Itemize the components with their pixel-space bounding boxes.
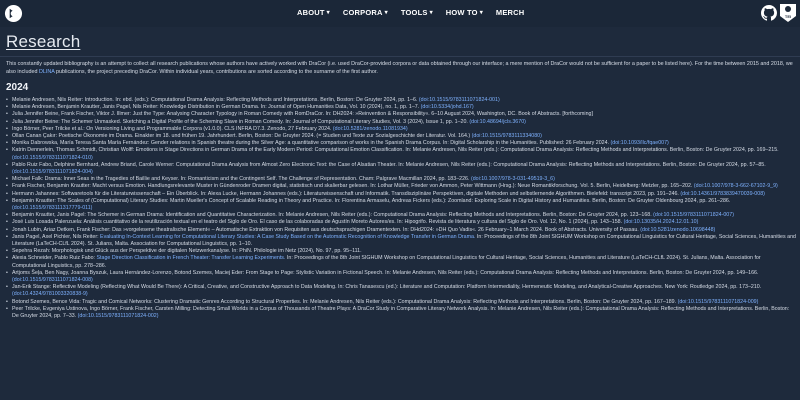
publication-item xyxy=(6,306,796,320)
dracor-logo-icon[interactable] xyxy=(4,4,23,23)
doi-link[interactable]: Stage Direction Classification in French Theater: Transfer Learning Experiments. xyxy=(96,255,286,262)
publication-list xyxy=(6,97,796,320)
doi-link[interactable]: Evaluating In-Context Learning for Computational Literary Studies: A Case Study Based on the Automatic Recognition of Knowledge Transfer in German Drama. xyxy=(100,233,476,240)
doi-link[interactable]: (doi:10.1515/9783111071824-002) xyxy=(77,313,159,320)
publication-text: Jonah Lubin, Ariaz Detken, Frank Fischer: Das »vorgelesene theatralische Element« – Automatische Extraktion von Requisiten aus deutschsprachigen Dramentexten. In: DHd2024: »DH Quo Vadis«. 26 February–1 March 2024. Book of Abstracts. University of Passau. xyxy=(12,226,641,233)
nav-how-to-label: HOW TO xyxy=(445,8,478,17)
publication-text: Hermann Jahannes: Softwaretools für die Literaturwissenschaft – Ein Überblick. In: Alexa Lucke, Hermann Johannes (eds.): Literaturwissenschaft und Informatik. Transdisziplinäre Perspektiven, digitale Methoden und selbstlernende Algorithmen. Bielefeld: transcript 2023, pp. 191–246. xyxy=(12,190,681,197)
doi-link[interactable]: (doi:10.5334/johd.167) xyxy=(420,104,474,111)
publication-text: Benjamin Krautter: The Scales of (Computational) Literary Studies: Martin Mueller's Concept of Scalable Reading in Theory and Practice. In: Florentina Armaselu, Andreas Fickers (eds.): Zoomland: Exploring Scale in Digital History and Humanities. Berlin, Boston: De Gruyter Oldenbourg 2024, pp. 261–286. xyxy=(12,197,731,204)
publication-text: José Luis Losada Palenzuela: Análisis cuantitativo de la reutilización textual en el teatro del Siglo de Oro. El caso de las colaboradas de Agustín Moreto Autores/es. In: Hipogrifo. Revista de literatura y cultura del Siglo de Oro. Vol. 12, No. 1 (2024), pp. 143–158. xyxy=(12,219,624,226)
github-icon[interactable] xyxy=(761,5,777,21)
nav-about-label: ABOUT xyxy=(297,8,325,17)
publication-text: Peer Trilcke, Evgeniya Ustinova, Ingo Börner, Frank Fischer, Carsten Milling: Detecting Small Worlds in a Corpus of Thousands of Theatre Plays: A DraCor Study in Comparative Literary Network Analysis. In: Melanie Andresen, Nils Reiter (eds.): Computational Drama Analysis: Reflecting Methods and Interpretations. Berlin, Boston: De Gruyter 2024, pp. 7–33. xyxy=(12,305,790,320)
doi-link[interactable]: (doi:10.5281/zenodo.10698448) xyxy=(640,226,716,233)
nav-corpora-label: CORPORA xyxy=(342,8,383,17)
publication-text: Alexia Schneider, Pablo Ruiz Fabo: xyxy=(12,255,97,262)
publication-item xyxy=(6,183,796,190)
publication-text: Julia Jennifer Beine, Frank Fischer, Viktor J. Illmer: Just the Type: Analysing Character Typology in Roman Comedy with RomDraCor. In: DH2024: »Reinvention & Responsibility«. 6–10 August 2024, Washington, DC. Book of Abstracts. [forthcoming] xyxy=(12,111,593,118)
publication-text: Artjoms Šeļa, Ben Nagy, Joanna Byszuk, Laura Hernández-Lorenzo, Botond Szemes, Maciej Eder: From Stage to Page: Stylistic Variation in Fictional Speech. In: Melanie Andresen, Nils Reiter (eds.): Computational Drama Analysis: Reflecting Methods and Interpretations. Berlin, Boston: De Gruyter 2024, pp. 149–166. xyxy=(12,269,759,276)
intro-after: publications, the project preceding DraCor. Within individual years, contributions are sorted according to the surname of the first author. xyxy=(54,68,378,75)
nav-corpora[interactable] xyxy=(343,8,388,17)
publication-text: Botond Szemes, Bence Vida: Tragic and Comical Networks: Clustering Dramatic Genres According to Structural Properties. In: Melanie Andresen, Nils Reiter (eds.): Computational Drama Analysis: Reflecting Methods and Interpretations. Berlin, Boston: De Gruyter 2024, pp. 167–189. xyxy=(12,298,678,305)
publication-item xyxy=(6,198,796,212)
publication-text: Jan-Erik Stange: Reflective Modeling (Reflecting What Would Be There): A Critical, Creative, and Constructive Approach to Data Modeling. In: Chris Tanasescu (ed.): Literature and Computation: Platform Intermediality, Hermeneutic Modeling, and Analytical-Creative Approaches. New York: Routledge 2024, pp. 173–210. xyxy=(12,284,762,291)
publication-text: Melanie Andresen, Benjamin Krautter, Janis Pagel, Nils Reiter: Knowledge Distribution in German Drama. In: Journal of Open Humanities Data, Vol. 10 (2024), no. 1, pp. 1–7. xyxy=(12,104,421,111)
publication-text: Monika Dabrowska, María Teresa Santa María Fernández: Gender relations in Spanish theatre during the Silver Age: a quantitative comparison of works in the Spanish Drama Corpus. In: Digital Scholarship in the Humanities. Published: 26 February 2024. xyxy=(12,140,611,147)
publication-item xyxy=(6,104,796,111)
doi-link[interactable]: (doi:10.1515/9783111071824-001) xyxy=(418,97,500,103)
doi-link[interactable]: (doi:10.48694/jcls.3670) xyxy=(469,118,526,125)
nav-tools[interactable] xyxy=(401,8,433,17)
publication-text: Melanie Andresen, Nils Reiter: Introduction. In: ebd. (eds.): Computational Drama Analysis: Reflecting Methods and Interpretations. Berlin, Boston: De Gruyter 2024, pp. 1–6. xyxy=(12,97,419,103)
doi-link[interactable]: (doi:10.1515/9783111334080) xyxy=(471,133,542,140)
dlina-link[interactable]: DLINA xyxy=(38,68,55,75)
tei-badge-icon[interactable] xyxy=(779,3,797,23)
chevron-down-icon: ▾ xyxy=(384,10,388,16)
publication-item xyxy=(6,140,796,147)
nav-about[interactable] xyxy=(297,8,330,17)
doi-link[interactable]: (doi:10.14361/9783839470039-008) xyxy=(680,190,765,197)
publication-item xyxy=(6,191,796,198)
chevron-down-icon: ▾ xyxy=(479,10,483,16)
publication-item xyxy=(6,147,796,161)
doi-link[interactable]: (doi:10.5281/zenodo.11081934) xyxy=(332,125,408,132)
intro-text xyxy=(6,61,796,76)
year-heading: 2024 xyxy=(6,82,29,93)
nav-how-to[interactable] xyxy=(446,8,483,17)
page-title: Research xyxy=(6,32,81,51)
chevron-down-icon: ▾ xyxy=(326,10,330,16)
publication-item xyxy=(6,133,796,140)
main-nav xyxy=(297,8,537,17)
doi-link[interactable]: (doi:10.1515/9783111071824-007) xyxy=(653,212,734,219)
publication-item xyxy=(6,119,796,126)
intro-before: This constantly updated bibliography is an attempt to collect all research publications whose authors have actively worked with DraCor (i.e. used DraCor-provided corpora or data obtained through our interface; a mere mention of DraCor would not be sufficient for a paper to be listed here). For the time between 2015 and 2018, we also included xyxy=(6,61,793,75)
publication-item xyxy=(6,255,796,269)
doi-link[interactable]: (doi:10.1093/llc/fqae007) xyxy=(610,140,669,147)
tei-badge-label: TEI xyxy=(784,14,792,19)
doi-link[interactable]: (doi:10.1515/9783111071824-004) xyxy=(12,169,93,176)
publication-item xyxy=(6,248,796,255)
publication-item xyxy=(6,299,796,306)
nav-merch[interactable] xyxy=(496,8,525,17)
doi-link[interactable]: (doi:10.1515/9783111071824-010) xyxy=(12,154,93,161)
publication-text: Benjamin Krautter, Janis Pagel: The Schemer in German Drama: Identification and Quantitative Characterization. In: Melanie Andresen, Nils Reiter (eds.): Computational Drama Analysis: Reflecting Methods and Interpretations. Berlin, Boston: De Gruyter 2024, pp. 123–168. xyxy=(12,212,654,219)
publication-item xyxy=(6,234,796,248)
nav-merch-label: MERCH xyxy=(495,8,525,17)
publication-item xyxy=(6,97,796,104)
publication-text: Pablo Ruiz Fabo, Delphine Bernhard, Andrew Briand, Carole Werner: Computational Drama Analysis from Almost Zero Electronic Text: the Case of Alsatian Theater. In: Melanie Andresen, Nils Reiter (eds.): Computational Drama Analysis: Reflecting Methods and Interpretations. Berlin, Boston: De Gruyter 2024, pp. 57–85. xyxy=(12,161,766,168)
doi-link[interactable]: (doi:10.1007/978-3-031-49519-3_6) xyxy=(470,176,555,183)
publication-item xyxy=(6,219,796,226)
doi-link[interactable]: (doi:10.1007/978-3-662-67102-9_9) xyxy=(693,183,778,190)
publication-text-after: In: Proceedings of the 8th Joint SIGHUM Workshop on Computational Linguistics for Cultural Heritage, Social Sciences, Humanities and Literature (LaTeCH-CLfL 2024). St. Julians, Malta. Association for Computational Linguistics, pp. 278–286. xyxy=(12,255,761,269)
divider xyxy=(0,56,800,57)
top-navbar xyxy=(0,0,800,27)
doi-link[interactable]: (doi:10.1515/9783111071824-009) xyxy=(677,298,759,305)
publication-text-after: In: Proceedings of the 8th Joint SIGHUM Workshop on Computational Linguistics for Cultural Heritage, Social Sciences, Humanities and Literature (LaTeCH-CLfL 2024). St. Julians, Malta. Association for Computational Linguistics, pp. 1–10. xyxy=(12,233,796,248)
publication-item xyxy=(6,212,796,219)
publication-text: Frank Fischer, Benjamin Krautter: Macht versus Emotion. Handlungsrelevante Muster in Gündenroder Dramen digital, statistisch und skalierbar gelesen. In: Lothar Müller, Frieder von Ammon, Peter Wittmann (Hrsg.): Neue Romantikforschung. Vol. 5. Berlin, Heidelberg: Metzler, pp. 165–202. xyxy=(12,183,694,190)
publication-item xyxy=(6,284,796,298)
chevron-down-icon: ▾ xyxy=(429,10,433,16)
publication-item xyxy=(6,270,796,284)
publication-item xyxy=(6,227,796,234)
doi-link[interactable]: (doi:10.4324/9781003320838-9) xyxy=(12,291,88,298)
hero-section xyxy=(0,27,800,56)
publication-item xyxy=(6,162,796,176)
publication-text: Katrin Dennerlein, Thomas Schmidt, Christian Wolff: Emotions in Stage Directions in German Drama of the Early Modern Period: Computational Emotion Classification. In: Melanie Andresen, Nils Reiter (eds.): Computational Drama Analysis: Reflecting Methods and Interpretations. Berlin, Boston: De Gruyter 2024, pp. 169–215. xyxy=(12,147,779,154)
publication-text: Ingo Börner, Peer Trilcke et al.: On Versioning Living and Programmable Corpora (v1.0.0). CLS INFRA D7.3. Zenodo, 27 February 2024. xyxy=(12,125,333,132)
doi-link[interactable]: (doi:10.1515/9783111071824-008) xyxy=(12,277,93,284)
publication-text: Ollan Canan Çakır: Poetische Ökonomie im Drama. Einakter im 18. und frühen 19. Jahrhundert. Berlin, Boston: De Gruyter 2024. (= Studien und Texte zur Sozialgeschichte der Literatur. Vol. 164.) xyxy=(12,133,472,140)
publication-text: Sepehra Rezah: Morphologisk und Glück aus der Perspektive der digitalen Netzwerkanalyse. In: PhiN. Philologie im Netz (2024), No. 97, pp. 95–111. xyxy=(12,248,362,255)
publication-item xyxy=(6,111,796,118)
publication-text: Julia Jennifer Beine: The Schemer Unmasked. Sketching a Digital Profile of the Scheming Slave in Roman Comedy. In: Journal of Computational Literary Studies, Vol. 3 (2024), Issue 1, pp. 1–20. xyxy=(12,118,470,125)
nav-tools-label: TOOLS xyxy=(400,8,428,17)
publication-item xyxy=(6,176,796,183)
publication-text: Michael Falk: Drama: Inner Seas in the Tragedies of Baillie and Keyser. In: Romanticism and the Contingent Self. The Challenge of Representation. Cham: Palgrave Macmillan 2024, pp. 183–226. xyxy=(12,176,471,183)
publication-text: Janis Pagel, Axel Pichler, Nils Reiter: xyxy=(12,233,101,240)
doi-link[interactable]: (doi:10.13035/H.2024.12.01.10) xyxy=(623,219,699,226)
publication-item xyxy=(6,126,796,133)
doi-link[interactable]: (doi:10.1515/9783111317779-011) xyxy=(12,205,93,212)
